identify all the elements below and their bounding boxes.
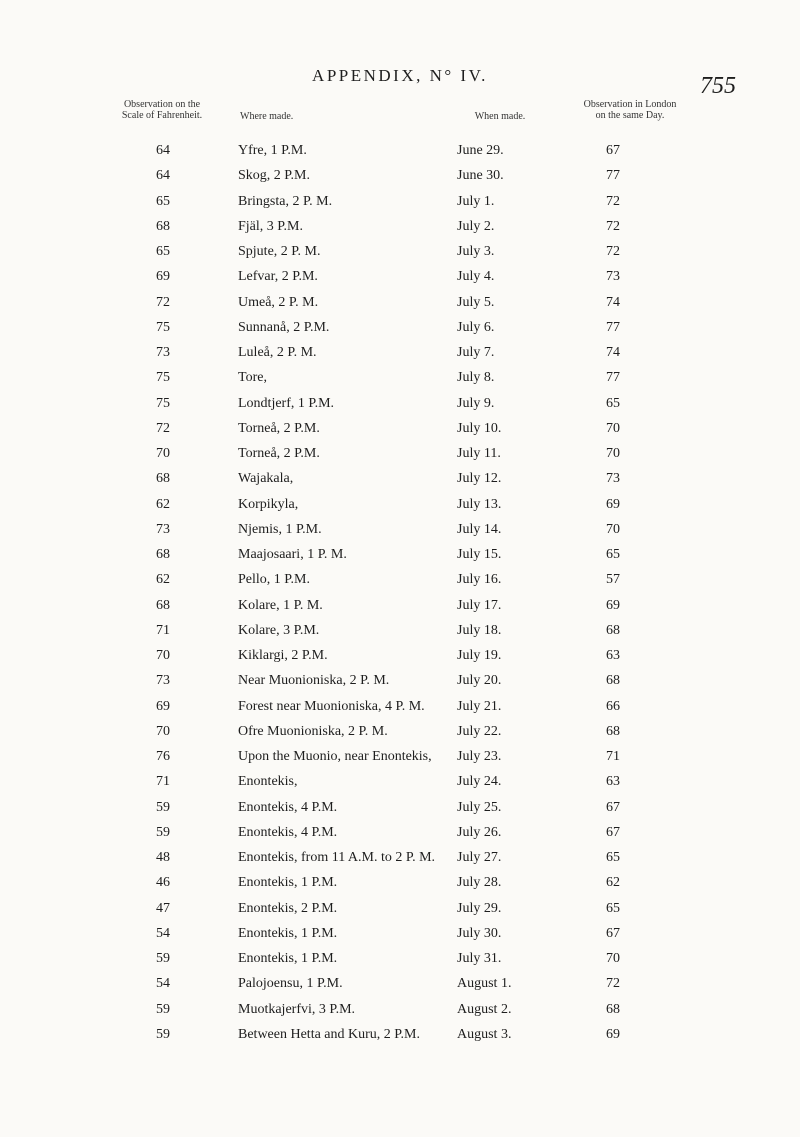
date-value: July 7.	[457, 345, 495, 360]
fahrenheit-value: 65	[156, 244, 170, 259]
table-row	[0, 643, 800, 668]
date-value: July 29.	[457, 900, 502, 916]
table-row	[0, 694, 800, 719]
fahrenheit-value: 71	[156, 622, 170, 638]
fahrenheit-value: 59	[156, 1001, 170, 1017]
place-and-time: Forest near Muonioniska, 4 P. M.	[238, 698, 425, 714]
date-value: August 3.	[457, 1026, 512, 1042]
date-value: July 16.	[457, 572, 502, 588]
place-and-time: Umeå, 2 P. M.	[238, 294, 319, 310]
fahrenheit-value: 71	[156, 774, 170, 790]
london-value: 69	[606, 496, 620, 512]
table-row	[0, 138, 800, 163]
table-row	[0, 492, 800, 517]
place-and-time: Lefvar, 2 P.M.	[238, 269, 318, 285]
place-and-time: Sunnanå, 2 P.M.	[238, 319, 330, 335]
date-value: July 25.	[457, 799, 502, 815]
table-row	[0, 214, 800, 239]
table-row	[0, 719, 800, 744]
date-value: July 17.	[457, 597, 502, 613]
date-value: July 13.	[457, 496, 502, 512]
london-value: 70	[606, 951, 620, 966]
london-value: 69	[606, 597, 620, 613]
london-value: 68	[606, 673, 620, 689]
date-value: July 15.	[457, 547, 502, 562]
fahrenheit-value: 73	[156, 345, 170, 360]
fahrenheit-value: 68	[156, 218, 170, 234]
london-value: 68	[606, 622, 620, 638]
table-row	[0, 391, 800, 416]
place-and-time: Luleå, 2 P. M.	[238, 345, 317, 360]
date-value: June 30.	[457, 168, 504, 184]
fahrenheit-value: 76	[156, 749, 170, 764]
table-row	[0, 340, 800, 365]
date-value: July 3.	[457, 244, 495, 259]
fahrenheit-value: 69	[156, 269, 170, 285]
date-value: July 4.	[457, 269, 495, 285]
date-value: July 24.	[457, 774, 502, 790]
place-and-time: Near Muonioniska, 2 P. M.	[238, 673, 390, 689]
london-value: 67	[606, 925, 620, 941]
place-and-time: Njemis, 1 P.M.	[238, 521, 322, 537]
table-row	[0, 971, 800, 996]
place-and-time: Upon the Muonio, near Enontekis,	[238, 749, 432, 764]
london-value: 69	[606, 1026, 620, 1042]
fahrenheit-value: 68	[156, 597, 170, 613]
place-and-time: Enontekis, 4 P.M.	[238, 799, 338, 815]
date-value: July 19.	[457, 648, 502, 663]
date-value: July 28.	[457, 875, 502, 891]
place-and-time: Fjäl, 3 P.M.	[238, 218, 303, 234]
column-header-london	[575, 99, 685, 121]
table-row	[0, 290, 800, 315]
london-value: 68	[606, 723, 620, 739]
fahrenheit-value: 59	[156, 799, 170, 815]
page-number: 755	[700, 73, 736, 99]
place-and-time: Torneå, 2 P.M.	[238, 420, 320, 436]
london-value: 77	[606, 370, 620, 386]
london-value: 65	[606, 395, 620, 411]
place-and-time: Enontekis, 1 P.M.	[238, 875, 338, 891]
london-value: 70	[606, 446, 620, 461]
fahrenheit-value: 54	[156, 925, 170, 941]
place-and-time: Pello, 1 P.M.	[238, 572, 310, 588]
place-and-time: Yfre, 1 P.M.	[238, 143, 307, 158]
table-row	[0, 517, 800, 542]
table-row	[0, 567, 800, 592]
london-value: 67	[606, 143, 620, 158]
date-value: July 14.	[457, 521, 502, 537]
date-value: July 6.	[457, 319, 495, 335]
date-value: August 1.	[457, 976, 512, 992]
place-and-time: Torneå, 2 P.M.	[238, 446, 320, 461]
fahrenheit-value: 48	[156, 850, 170, 865]
london-value: 68	[606, 1001, 620, 1017]
london-value: 65	[606, 547, 620, 562]
table-row	[0, 542, 800, 567]
place-and-time: Spjute, 2 P. M.	[238, 244, 321, 259]
place-and-time: Ofre Muonioniska, 2 P. M.	[238, 723, 388, 739]
place-and-time: Tore,	[238, 370, 267, 386]
london-value: 63	[606, 648, 620, 663]
place-and-time: Enontekis, from 11 A.M. to 2 P. M.	[238, 850, 436, 865]
column-header-when: When made.	[474, 111, 526, 122]
london-value: 72	[606, 976, 620, 992]
column-header-fahrenheit-line2: Scale of Fahrenheit.	[121, 110, 203, 121]
place-and-time: Londtjerf, 1 P.M.	[238, 395, 335, 411]
place-and-time: Maajosaari, 1 P. M.	[238, 547, 347, 562]
london-value: 67	[606, 824, 620, 840]
fahrenheit-value: 72	[156, 420, 170, 436]
fahrenheit-value: 75	[156, 370, 170, 386]
date-value: July 26.	[457, 824, 502, 840]
date-value: July 30.	[457, 925, 502, 941]
table-row	[0, 593, 800, 618]
date-value: July 22.	[457, 723, 502, 739]
place-and-time: Kolare, 1 P. M.	[238, 597, 323, 613]
place-and-time: Kiklargi, 2 P.M.	[238, 648, 328, 663]
date-value: July 27.	[457, 850, 502, 865]
london-value: 72	[606, 218, 620, 234]
date-value: July 10.	[457, 420, 502, 436]
table-row	[0, 820, 800, 845]
column-header-london-line2: on the same Day.	[595, 110, 665, 121]
london-value: 74	[606, 294, 620, 310]
london-value: 72	[606, 244, 620, 259]
fahrenheit-value: 69	[156, 698, 170, 714]
fahrenheit-value: 73	[156, 521, 170, 537]
fahrenheit-value: 47	[156, 900, 170, 916]
fahrenheit-value: 75	[156, 319, 170, 335]
london-value: 62	[606, 875, 620, 891]
place-and-time: Bringsta, 2 P. M.	[238, 193, 333, 209]
table-row	[0, 264, 800, 289]
london-value: 72	[606, 193, 620, 209]
date-value: July 2.	[457, 218, 495, 234]
london-value: 73	[606, 269, 620, 285]
table-row	[0, 1022, 800, 1047]
place-and-time: Enontekis,	[238, 774, 298, 790]
table-row	[0, 769, 800, 794]
london-value: 77	[606, 319, 620, 335]
fahrenheit-value: 46	[156, 875, 170, 891]
date-value: July 20.	[457, 673, 502, 689]
date-value: July 11.	[457, 446, 501, 461]
fahrenheit-value: 68	[156, 471, 170, 487]
date-value: July 23.	[457, 749, 502, 764]
date-value: July 21.	[457, 698, 502, 714]
fahrenheit-value: 75	[156, 395, 170, 411]
running-head: APPENDIX, N° IV.	[312, 66, 488, 85]
table-row	[0, 744, 800, 769]
london-value: 57	[606, 572, 620, 588]
place-and-time: Skog, 2 P.M.	[238, 168, 310, 184]
table-row	[0, 795, 800, 820]
place-and-time: Muotkajerfvi, 3 P.M.	[238, 1001, 356, 1017]
london-value: 67	[606, 799, 620, 815]
date-value: July 12.	[457, 471, 502, 487]
place-and-time: Between Hetta and Kuru, 2 P.M.	[238, 1026, 420, 1042]
fahrenheit-value: 59	[156, 824, 170, 840]
fahrenheit-value: 59	[156, 951, 170, 966]
table-row	[0, 163, 800, 188]
place-and-time: Kolare, 3 P.M.	[238, 622, 320, 638]
table-row	[0, 946, 800, 971]
place-and-time: Enontekis, 1 P.M.	[238, 925, 338, 941]
column-header-where: Where made.	[240, 111, 294, 122]
column-header-fahrenheit	[117, 99, 207, 121]
date-value: July 18.	[457, 622, 502, 638]
date-value: June 29.	[457, 143, 504, 158]
fahrenheit-value: 62	[156, 572, 170, 588]
date-value: July 31.	[457, 951, 502, 966]
fahrenheit-value: 70	[156, 648, 170, 663]
table-row	[0, 896, 800, 921]
fahrenheit-value: 64	[156, 143, 170, 158]
table-row	[0, 997, 800, 1022]
date-value: August 2.	[457, 1001, 512, 1017]
london-value: 70	[606, 521, 620, 537]
table-row	[0, 416, 800, 441]
place-and-time: Wajakala,	[238, 471, 294, 487]
london-value: 77	[606, 168, 620, 184]
observation-table	[0, 138, 800, 1047]
fahrenheit-value: 70	[156, 446, 170, 461]
london-value: 63	[606, 774, 620, 790]
place-and-time: Enontekis, 4 P.M.	[238, 824, 338, 840]
table-row	[0, 845, 800, 870]
london-value: 65	[606, 850, 620, 865]
date-value: July 5.	[457, 294, 495, 310]
date-value: July 8.	[457, 370, 495, 386]
table-row	[0, 441, 800, 466]
fahrenheit-value: 72	[156, 294, 170, 310]
fahrenheit-value: 62	[156, 496, 170, 512]
fahrenheit-value: 68	[156, 547, 170, 562]
table-row	[0, 870, 800, 895]
london-value: 71	[606, 749, 620, 764]
table-row	[0, 466, 800, 491]
date-value: July 1.	[457, 193, 495, 209]
table-row	[0, 239, 800, 264]
table-row	[0, 189, 800, 214]
fahrenheit-value: 65	[156, 193, 170, 209]
date-value: July 9.	[457, 395, 495, 411]
table-row	[0, 921, 800, 946]
fahrenheit-value: 70	[156, 723, 170, 739]
fahrenheit-value: 54	[156, 976, 170, 992]
place-and-time: Enontekis, 1 P.M.	[238, 951, 338, 966]
london-value: 66	[606, 698, 620, 714]
london-value: 70	[606, 420, 620, 436]
place-and-time: Palojoensu, 1 P.M.	[238, 976, 343, 992]
london-value: 73	[606, 471, 620, 487]
table-row	[0, 618, 800, 643]
london-value: 65	[606, 900, 620, 916]
fahrenheit-value: 73	[156, 673, 170, 689]
fahrenheit-value: 64	[156, 168, 170, 184]
place-and-time: Korpikyla,	[238, 496, 299, 512]
fahrenheit-value: 59	[156, 1026, 170, 1042]
column-header-london-line1: Observation in London	[583, 99, 677, 110]
table-row	[0, 668, 800, 693]
table-row	[0, 365, 800, 390]
london-value: 74	[606, 345, 620, 360]
place-and-time: Enontekis, 2 P.M.	[238, 900, 338, 916]
table-row	[0, 315, 800, 340]
column-header-fahrenheit-line1: Observation on the	[123, 99, 201, 110]
